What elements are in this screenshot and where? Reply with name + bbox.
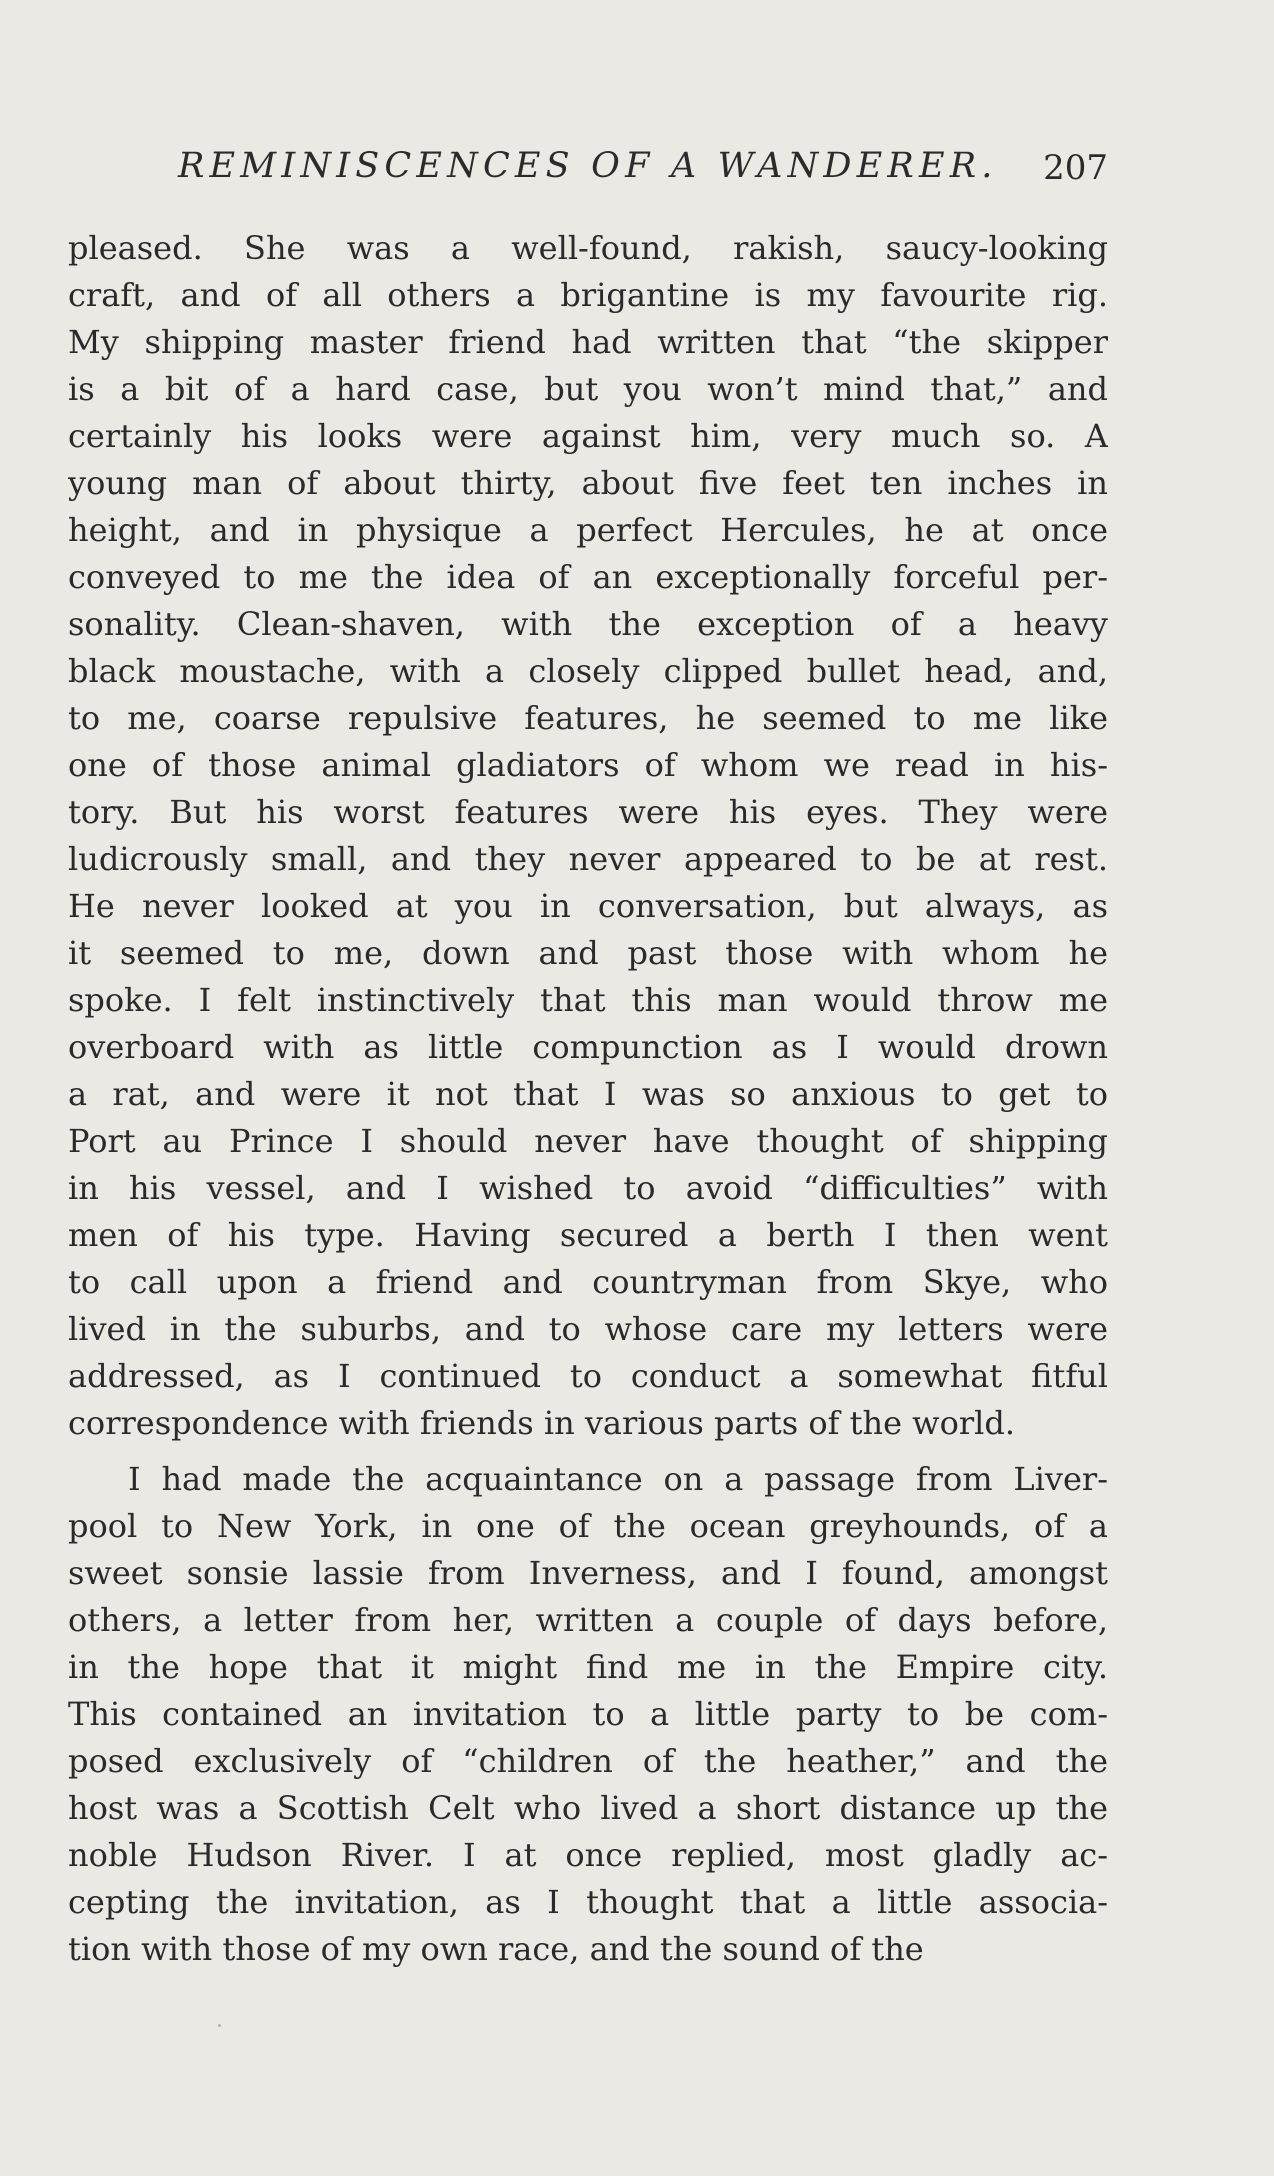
text-line: posed exclusively of “children of the heather,” and the — [68, 1742, 1108, 1780]
text-line: certainly his looks were against him, very much so. A — [68, 417, 1108, 455]
text-line: sweet sonsie lassie from Inverness, and I found, amongst — [68, 1554, 1108, 1592]
text-line: correspondence with friends in various parts of the world. — [68, 1404, 1016, 1442]
page-number: 207 — [1043, 148, 1108, 188]
text-line: conveyed to me the idea of an exceptionally forceful per- — [68, 558, 1108, 596]
text-line: in his vessel, and I wished to avoid “difficulties” with — [68, 1169, 1108, 1207]
text-line: tory. But his worst features were his eyes. They were — [68, 793, 1108, 831]
text-line: host was a Scottish Celt who lived a short distance up the — [68, 1789, 1108, 1827]
text-line: is a bit of a hard case, but you won’t mind that,” and — [68, 370, 1108, 408]
text-line: height, and in physique a perfect Hercules, he at once — [68, 511, 1108, 549]
paragraph-2 — [68, 1456, 1108, 1973]
text-line: pool to New York, in one of the ocean greyhounds, of a — [68, 1507, 1108, 1545]
text-line: tion with those of my own race, and the sound of the — [68, 1930, 924, 1968]
text-line: black moustache, with a closely clipped bullet head, and, — [68, 652, 1108, 690]
text-line: others, a letter from her, written a couple of days before, — [68, 1601, 1108, 1639]
running-title: REMINISCENCES OF A WANDERER. — [178, 146, 998, 186]
text-line: craft, and of all others a brigantine is my favourite rig. — [68, 276, 1108, 314]
running-head — [178, 142, 1108, 192]
text-line: My shipping master friend had written that “the skipper — [68, 323, 1108, 361]
text-line: cepting the invitation, as I thought that a little associa- — [68, 1883, 1108, 1921]
text-line: ludicrously small, and they never appeared to be at rest. — [68, 840, 1108, 878]
text-line: in the hope that it might find me in the Empire city. — [68, 1648, 1108, 1686]
text-line: to me, coarse repulsive features, he seemed to me like — [68, 699, 1108, 737]
text-line: noble Hudson River. I at once replied, most gladly ac- — [68, 1836, 1108, 1874]
text-line: spoke. I felt instinctively that this man would throw me — [68, 981, 1108, 1019]
text-line: lived in the suburbs, and to whose care my letters were — [68, 1310, 1108, 1348]
text-line: a rat, and were it not that I was so anxious to get to — [68, 1075, 1108, 1113]
text-line: This contained an invitation to a little party to be com- — [68, 1695, 1108, 1733]
text-line: addressed, as I continued to conduct a somewhat fitful — [68, 1357, 1108, 1395]
paragraph-1 — [68, 225, 1108, 1447]
text-line: young man of about thirty, about five feet ten inches in — [68, 464, 1108, 502]
text-line: overboard with as little compunction as I would drown — [68, 1028, 1108, 1066]
text-line: Port au Prince I should never have thought of shipping — [68, 1122, 1108, 1160]
text-line: it seemed to me, down and past those with whom he — [68, 934, 1108, 972]
paragraph-gap — [68, 1447, 1108, 1456]
text-line: He never looked at you in conversation, but always, as — [68, 887, 1108, 925]
text-line: I had made the acquaintance on a passage from Liver- — [128, 1460, 1108, 1498]
paper-speck — [218, 2024, 221, 2027]
text-line: men of his type. Having secured a berth I then went — [68, 1216, 1108, 1254]
text-line: to call upon a friend and countryman from Skye, who — [68, 1263, 1108, 1301]
text-line: pleased. She was a well-found, rakish, saucy-looking — [68, 229, 1108, 267]
text-line: one of those animal gladiators of whom we read in his- — [68, 746, 1108, 784]
text-line: sonality. Clean-shaven, with the exception of a heavy — [68, 605, 1108, 643]
body-text — [68, 225, 1108, 1973]
